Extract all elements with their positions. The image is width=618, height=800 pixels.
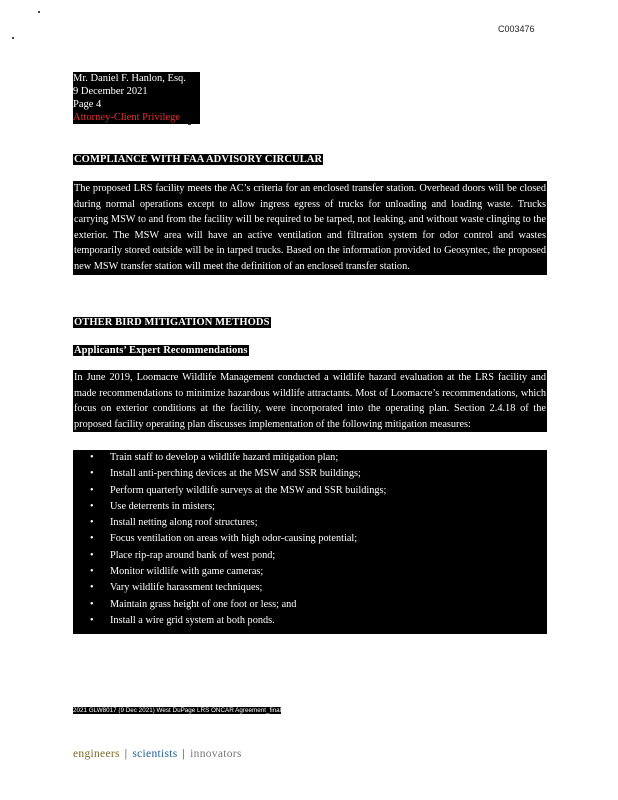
bullet-icon: • bbox=[90, 533, 94, 545]
tagline-separator: | bbox=[182, 748, 186, 760]
compliance-heading: COMPLIANCE WITH FAA ADVISORY CIRCULAR bbox=[74, 154, 323, 165]
bullet-icon: • bbox=[90, 582, 94, 594]
list-item bbox=[73, 499, 547, 515]
list-item bbox=[73, 483, 547, 499]
measure-text: Vary wildlife harassment techniques; bbox=[110, 582, 263, 594]
list-item bbox=[73, 531, 547, 547]
page-number: Page 4 bbox=[73, 99, 102, 110]
footer-reference: 2021 GLW8017 (9 Dec 2021) West DuPage LRS ONCAR Agreement_final bbox=[73, 707, 282, 714]
list-item bbox=[73, 580, 547, 596]
recipient-name: Mr. Daniel F. Hanlon, Esq. bbox=[73, 73, 186, 84]
company-tagline bbox=[73, 748, 242, 760]
letter-header bbox=[73, 72, 200, 124]
measure-text: Install a wire grid system at both ponds. bbox=[110, 614, 275, 626]
list-item bbox=[73, 450, 547, 466]
measure-text: Monitor wildlife with game cameras; bbox=[110, 566, 264, 578]
measure-text: Place rip-rap around bank of west pond; bbox=[110, 549, 276, 561]
measure-text: Focus ventilation on areas with high odor-causing potential; bbox=[110, 533, 358, 545]
measure-text: Maintain grass height of one foot or less; and bbox=[110, 598, 297, 610]
bullet-icon: • bbox=[90, 484, 94, 496]
measure-text: Perform quarterly wildlife surveys at the MSW and SSR buildings; bbox=[110, 484, 387, 496]
scan-speck bbox=[38, 11, 40, 13]
list-item bbox=[73, 564, 547, 580]
list-item bbox=[73, 466, 547, 482]
list-item bbox=[73, 548, 547, 564]
measure-text: Use deterrents in misters; bbox=[110, 500, 215, 512]
measure-text: Install netting along roof structures; bbox=[110, 517, 258, 529]
list-item bbox=[73, 515, 547, 531]
bullet-icon: • bbox=[90, 500, 94, 512]
bullet-icon: • bbox=[90, 549, 94, 561]
tagline-separator: | bbox=[124, 748, 128, 760]
compliance-paragraph: The proposed LRS facility meets the AC’s criteria for an enclosed transfer station. Overhead doors will be closed during normal operations except to allow ingress egress of trucks for unloading and loading waste. Trucks carrying MSW to and from the facility will be required to be tarped, not leaking, and without waste clinging to the exterior. The MSW area will have an active ventilation and filtration system for odor control and wastes temporarily stored outside will be in tarped trucks. Based on the information provided to Geosyntec, the proposed new MSW transfer station will meet the definition of an enclosed transfer station. bbox=[73, 181, 547, 275]
privilege-notice: Attorney-Client Privilege bbox=[73, 111, 200, 124]
measure-text: Install anti-perching devices at the MSW and SSR buildings; bbox=[110, 468, 361, 480]
bullet-icon: • bbox=[90, 468, 94, 480]
bullet-icon: • bbox=[90, 614, 94, 626]
tagline-engineers: engineers bbox=[73, 748, 120, 760]
tagline-innovators: innovators bbox=[190, 748, 242, 760]
expert-paragraph: In June 2019, Loomacre Wildlife Management conducted a wildlife hazard evaluation at the LRS facility and made recommendations to minimize hazardous wildlife attractants. Most of Loomacre’s recommendations, which focus on exterior conditions at the facility, were incorporated into the operating plan. Section 2.4.18 of the proposed facility operating plan discusses implementation of the following mitigation measures: bbox=[73, 370, 547, 432]
bullet-icon: • bbox=[90, 517, 94, 529]
scan-speck bbox=[12, 37, 14, 39]
measure-text: Train staff to develop a wildlife hazard mitigation plan; bbox=[110, 452, 339, 463]
expert-recommendations-subheading: Applicants’ Expert Recommendations bbox=[74, 345, 248, 356]
list-item bbox=[73, 613, 547, 629]
list-item bbox=[73, 597, 547, 613]
bullet-icon: • bbox=[90, 452, 94, 463]
mitigation-measures-list bbox=[73, 450, 547, 634]
letter-date: 9 December 2021 bbox=[73, 86, 148, 97]
other-mitigation-heading: OTHER BIRD MITIGATION METHODS bbox=[74, 317, 270, 328]
document-id: C003476 bbox=[498, 24, 535, 34]
bullet-icon: • bbox=[90, 566, 94, 578]
tagline-scientists: scientists bbox=[132, 748, 178, 760]
bullet-icon: • bbox=[90, 598, 94, 610]
